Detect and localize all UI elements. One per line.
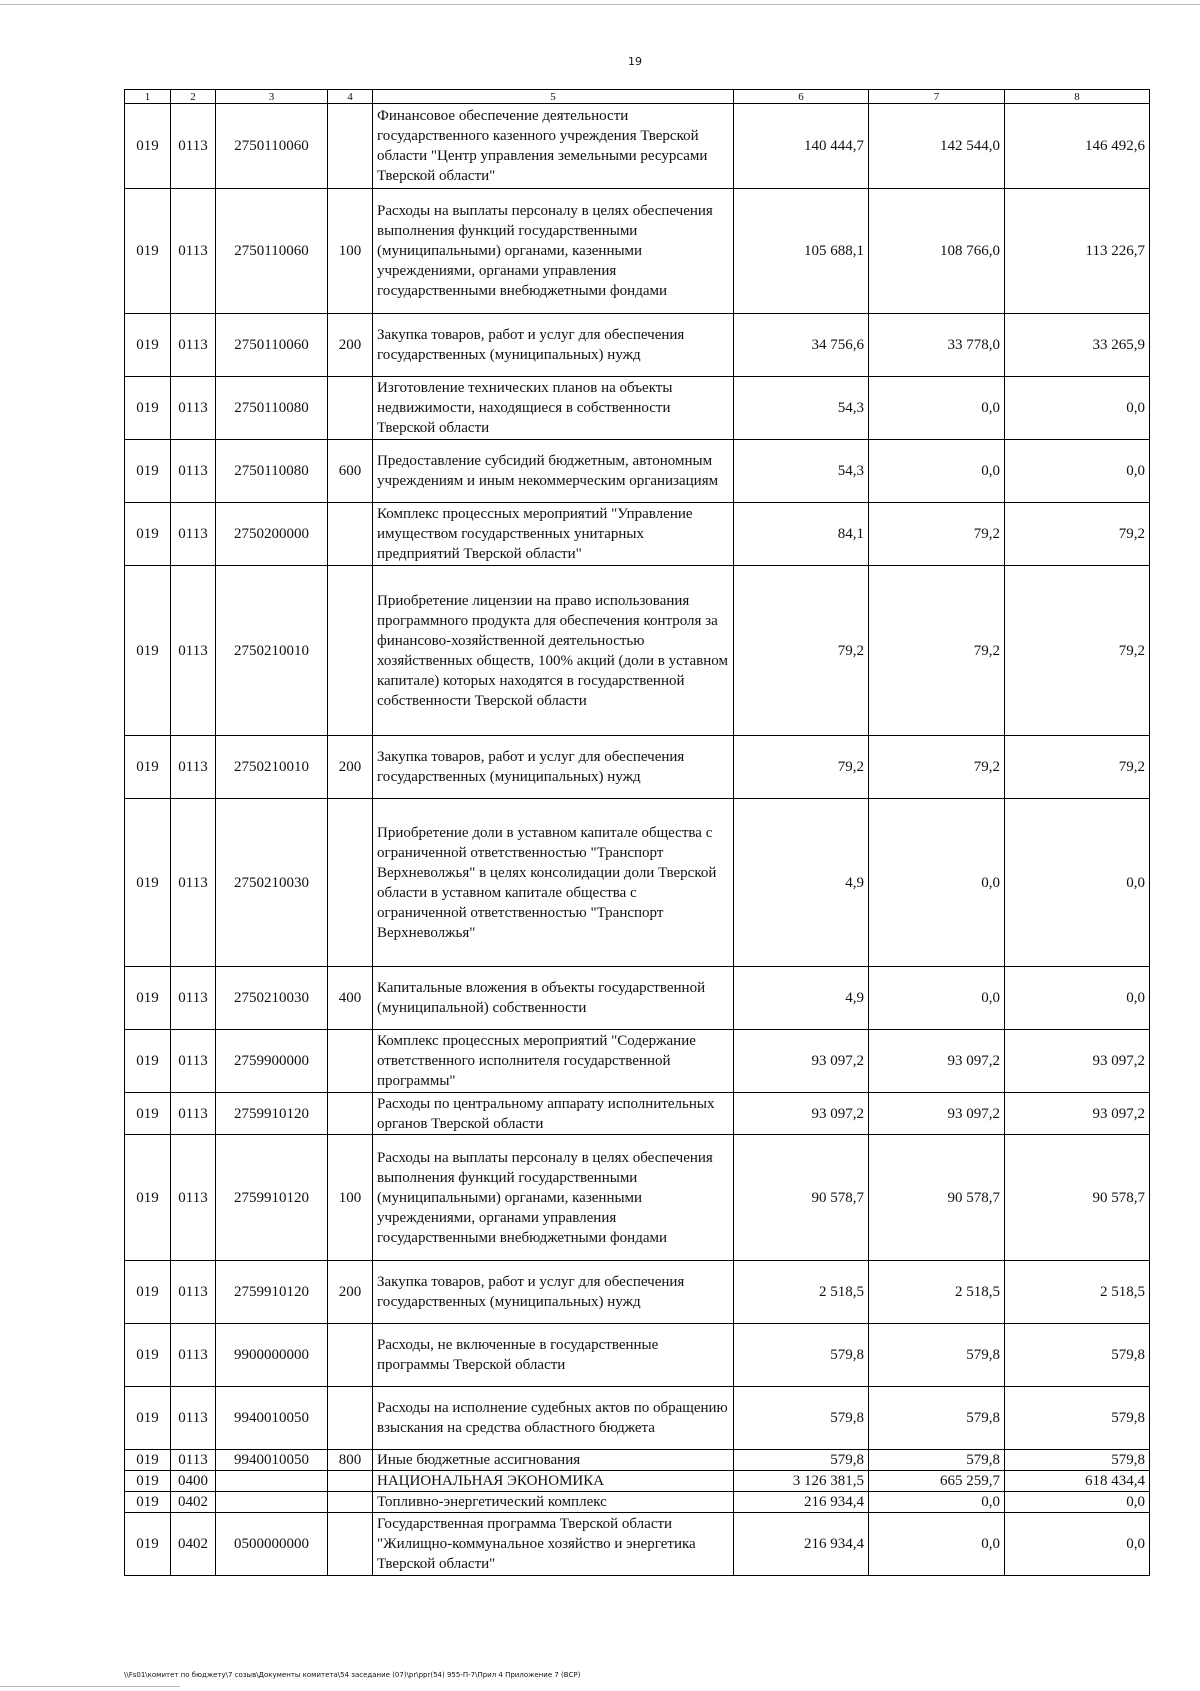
- cell-description: Расходы, не включенные в государственные программы Тверской области: [373, 1324, 734, 1387]
- cell-expense-type: [328, 1030, 373, 1093]
- cell-description: Государственная программа Тверской области "Жилищно-коммунальное хозяйство и энергетика Тверской области": [373, 1513, 734, 1576]
- cell-expense-type: 200: [328, 1261, 373, 1324]
- table-row: [125, 1093, 1150, 1135]
- cell-description: Предоставление субсидий бюджетным, автономным учреждениям и иным некоммерческим организациям: [373, 440, 734, 503]
- cell-amount-1: 84,1: [734, 503, 869, 566]
- header-col-4: 4: [328, 90, 373, 104]
- table-row: [125, 189, 1150, 314]
- cell-amount-3: 113 226,7: [1005, 189, 1150, 314]
- page-number: 19: [628, 55, 642, 68]
- cell-amount-3: 0,0: [1005, 440, 1150, 503]
- cell-section-code: 0113: [171, 1261, 216, 1324]
- cell-section-code: 0113: [171, 1030, 216, 1093]
- cell-description: Расходы на выплаты персоналу в целях обеспечения выполнения функций государственными (муниципальными) органами, казенными учреждениями, органами управления государственными внебюджетными фондами: [373, 1135, 734, 1261]
- cell-section-code: 0113: [171, 1324, 216, 1387]
- cell-amount-3: 79,2: [1005, 503, 1150, 566]
- cell-description: Топливно-энергетический комплекс: [373, 1492, 734, 1513]
- cell-amount-1: 579,8: [734, 1324, 869, 1387]
- cell-admin-code: 019: [125, 1492, 171, 1513]
- cell-description: Закупка товаров, работ и услуг для обеспечения государственных (муниципальных) нужд: [373, 1261, 734, 1324]
- cell-amount-1: 2 518,5: [734, 1261, 869, 1324]
- cell-target-article: 2750210030: [216, 967, 328, 1030]
- cell-amount-1: 3 126 381,5: [734, 1471, 869, 1492]
- cell-amount-3: 33 265,9: [1005, 314, 1150, 377]
- header-col-3: 3: [216, 90, 328, 104]
- cell-amount-3: 579,8: [1005, 1324, 1150, 1387]
- cell-amount-2: 665 259,7: [869, 1471, 1005, 1492]
- cell-amount-2: 79,2: [869, 566, 1005, 736]
- cell-section-code: 0113: [171, 1135, 216, 1261]
- cell-target-article: 9940010050: [216, 1387, 328, 1450]
- cell-section-code: 0113: [171, 503, 216, 566]
- cell-target-article: [216, 1492, 328, 1513]
- table-row: [125, 377, 1150, 440]
- cell-amount-3: 93 097,2: [1005, 1030, 1150, 1093]
- table-row: [125, 314, 1150, 377]
- cell-expense-type: [328, 503, 373, 566]
- cell-amount-1: 140 444,7: [734, 104, 869, 189]
- cell-amount-2: 0,0: [869, 440, 1005, 503]
- cell-target-article: 2750110060: [216, 104, 328, 189]
- table-row: [125, 1513, 1150, 1576]
- table-row: [125, 1471, 1150, 1492]
- cell-expense-type: [328, 377, 373, 440]
- cell-admin-code: 019: [125, 566, 171, 736]
- cell-amount-1: 579,8: [734, 1387, 869, 1450]
- cell-expense-type: [328, 1324, 373, 1387]
- cell-amount-2: 0,0: [869, 377, 1005, 440]
- cell-amount-3: 90 578,7: [1005, 1135, 1150, 1261]
- cell-section-code: 0402: [171, 1513, 216, 1576]
- header-col-2: 2: [171, 90, 216, 104]
- bottom-rule: [0, 1686, 180, 1687]
- table-row: [125, 1261, 1150, 1324]
- cell-amount-3: 579,8: [1005, 1450, 1150, 1471]
- cell-expense-type: 600: [328, 440, 373, 503]
- cell-expense-type: [328, 104, 373, 189]
- cell-section-code: 0113: [171, 967, 216, 1030]
- cell-amount-1: 216 934,4: [734, 1492, 869, 1513]
- cell-admin-code: 019: [125, 377, 171, 440]
- cell-amount-1: 579,8: [734, 1450, 869, 1471]
- cell-target-article: 0500000000: [216, 1513, 328, 1576]
- cell-amount-3: 0,0: [1005, 967, 1150, 1030]
- cell-target-article: 2750210030: [216, 799, 328, 967]
- cell-amount-1: 54,3: [734, 440, 869, 503]
- cell-section-code: 0113: [171, 104, 216, 189]
- cell-amount-3: 0,0: [1005, 799, 1150, 967]
- cell-target-article: 2750200000: [216, 503, 328, 566]
- cell-expense-type: [328, 1492, 373, 1513]
- cell-amount-3: 93 097,2: [1005, 1093, 1150, 1135]
- cell-amount-2: 579,8: [869, 1450, 1005, 1471]
- cell-amount-2: 579,8: [869, 1324, 1005, 1387]
- cell-amount-2: 79,2: [869, 736, 1005, 799]
- cell-section-code: 0113: [171, 440, 216, 503]
- cell-amount-1: 216 934,4: [734, 1513, 869, 1576]
- cell-admin-code: 019: [125, 1261, 171, 1324]
- header-col-8: 8: [1005, 90, 1150, 104]
- cell-admin-code: 019: [125, 1030, 171, 1093]
- cell-target-article: [216, 1471, 328, 1492]
- table-row: [125, 799, 1150, 967]
- cell-section-code: 0402: [171, 1492, 216, 1513]
- cell-expense-type: 400: [328, 967, 373, 1030]
- table-row: [125, 1135, 1150, 1261]
- cell-amount-1: 93 097,2: [734, 1093, 869, 1135]
- cell-amount-3: 146 492,6: [1005, 104, 1150, 189]
- cell-amount-1: 105 688,1: [734, 189, 869, 314]
- cell-amount-3: 79,2: [1005, 736, 1150, 799]
- cell-amount-1: 79,2: [734, 566, 869, 736]
- cell-admin-code: 019: [125, 967, 171, 1030]
- cell-amount-3: 79,2: [1005, 566, 1150, 736]
- table-row: [125, 1030, 1150, 1093]
- cell-expense-type: [328, 1471, 373, 1492]
- cell-amount-2: 0,0: [869, 967, 1005, 1030]
- cell-admin-code: 019: [125, 314, 171, 377]
- footer-file-path: \\Fs01\комитет по бюджету\7 созыв\Документы комитета\54 заседание (07)\pr\ppr(54) 955-П-7\Прил 4 Приложение 7 (ВСР): [124, 1671, 581, 1679]
- header-col-1: 1: [125, 90, 171, 104]
- cell-description: Комплекс процессных мероприятий "Содержание ответственного исполнителя государственной программы": [373, 1030, 734, 1093]
- top-rule: [0, 4, 1200, 5]
- cell-section-code: 0113: [171, 799, 216, 967]
- cell-description: Капитальные вложения в объекты государственной (муниципальной) собственности: [373, 967, 734, 1030]
- cell-section-code: 0400: [171, 1471, 216, 1492]
- cell-admin-code: 019: [125, 503, 171, 566]
- cell-section-code: 0113: [171, 736, 216, 799]
- cell-description: Расходы на выплаты персоналу в целях обеспечения выполнения функций государственными (муниципальными) органами, казенными учреждениями, органами управления государственными внебюджетными фондами: [373, 189, 734, 314]
- header-col-6: 6: [734, 90, 869, 104]
- cell-description: Расходы на исполнение судебных актов по обращению взыскания на средства областного бюджета: [373, 1387, 734, 1450]
- cell-target-article: 2750210010: [216, 736, 328, 799]
- cell-admin-code: 019: [125, 1135, 171, 1261]
- table-row: [125, 1450, 1150, 1471]
- cell-amount-2: 33 778,0: [869, 314, 1005, 377]
- budget-table: [124, 89, 1150, 1576]
- cell-amount-2: 579,8: [869, 1387, 1005, 1450]
- cell-section-code: 0113: [171, 189, 216, 314]
- cell-amount-2: 93 097,2: [869, 1030, 1005, 1093]
- cell-amount-2: 108 766,0: [869, 189, 1005, 314]
- cell-target-article: 9940010050: [216, 1450, 328, 1471]
- cell-amount-1: 90 578,7: [734, 1135, 869, 1261]
- cell-expense-type: 200: [328, 736, 373, 799]
- table-row: [125, 736, 1150, 799]
- cell-admin-code: 019: [125, 1450, 171, 1471]
- table-row: [125, 1387, 1150, 1450]
- cell-expense-type: [328, 1513, 373, 1576]
- cell-target-article: 2750110060: [216, 314, 328, 377]
- cell-expense-type: [328, 566, 373, 736]
- cell-admin-code: 019: [125, 189, 171, 314]
- cell-amount-2: 142 544,0: [869, 104, 1005, 189]
- cell-amount-3: 579,8: [1005, 1387, 1150, 1450]
- cell-admin-code: 019: [125, 799, 171, 967]
- cell-target-article: 2759910120: [216, 1135, 328, 1261]
- cell-amount-2: 90 578,7: [869, 1135, 1005, 1261]
- header-col-5: 5: [373, 90, 734, 104]
- cell-amount-1: 4,9: [734, 799, 869, 967]
- cell-amount-3: 0,0: [1005, 377, 1150, 440]
- cell-target-article: 2759910120: [216, 1261, 328, 1324]
- cell-expense-type: 100: [328, 1135, 373, 1261]
- header-row: [125, 90, 1150, 104]
- cell-description: Закупка товаров, работ и услуг для обеспечения государственных (муниципальных) нужд: [373, 314, 734, 377]
- cell-amount-2: 79,2: [869, 503, 1005, 566]
- cell-section-code: 0113: [171, 1387, 216, 1450]
- cell-expense-type: 100: [328, 189, 373, 314]
- cell-admin-code: 019: [125, 1513, 171, 1576]
- cell-admin-code: 019: [125, 736, 171, 799]
- cell-amount-1: 93 097,2: [734, 1030, 869, 1093]
- header-col-7: 7: [869, 90, 1005, 104]
- table-row: [125, 1492, 1150, 1513]
- cell-amount-2: 0,0: [869, 1513, 1005, 1576]
- cell-description: Финансовое обеспечение деятельности государственного казенного учреждения Тверской области "Центр управления земельными ресурсами Тверской области": [373, 104, 734, 189]
- cell-description: Комплекс процессных мероприятий "Управление имуществом государственных унитарных предприятий Тверской области": [373, 503, 734, 566]
- table-row: [125, 967, 1150, 1030]
- cell-section-code: 0113: [171, 314, 216, 377]
- cell-target-article: 2759910120: [216, 1093, 328, 1135]
- cell-amount-1: 4,9: [734, 967, 869, 1030]
- cell-amount-2: 93 097,2: [869, 1093, 1005, 1135]
- cell-description: Изготовление технических планов на объекты недвижимости, находящиеся в собственности Тверской области: [373, 377, 734, 440]
- table-row: [125, 104, 1150, 189]
- cell-target-article: 9900000000: [216, 1324, 328, 1387]
- cell-description: Закупка товаров, работ и услуг для обеспечения государственных (муниципальных) нужд: [373, 736, 734, 799]
- cell-amount-2: 0,0: [869, 799, 1005, 967]
- cell-admin-code: 019: [125, 1387, 171, 1450]
- cell-description: НАЦИОНАЛЬНАЯ ЭКОНОМИКА: [373, 1471, 734, 1492]
- cell-description: Приобретение лицензии на право использования программного продукта для обеспечения контроля за финансово-хозяйственной деятельностью хозяйственных обществ, 100% акций (доли в уставном капитале) которых находятся в государственной собственности Тверской области: [373, 566, 734, 736]
- cell-amount-2: 0,0: [869, 1492, 1005, 1513]
- table-row: [125, 1324, 1150, 1387]
- cell-target-article: 2750110060: [216, 189, 328, 314]
- cell-amount-3: 0,0: [1005, 1513, 1150, 1576]
- cell-description: Иные бюджетные ассигнования: [373, 1450, 734, 1471]
- cell-description: Приобретение доли в уставном капитале общества с ограниченной ответственностью "Транспорт Верхневолжья" в целях консолидации доли Тверской области в уставном капитале общества с ограниченной ответственностью "Транспорт Верхневолжья": [373, 799, 734, 967]
- table-row: [125, 440, 1150, 503]
- cell-target-article: 2750110080: [216, 440, 328, 503]
- cell-target-article: 2750110080: [216, 377, 328, 440]
- cell-section-code: 0113: [171, 377, 216, 440]
- cell-section-code: 0113: [171, 566, 216, 736]
- cell-amount-3: 0,0: [1005, 1492, 1150, 1513]
- cell-amount-1: 54,3: [734, 377, 869, 440]
- table-row: [125, 503, 1150, 566]
- cell-admin-code: 019: [125, 104, 171, 189]
- cell-admin-code: 019: [125, 1324, 171, 1387]
- cell-expense-type: [328, 1093, 373, 1135]
- cell-target-article: 2759900000: [216, 1030, 328, 1093]
- cell-admin-code: 019: [125, 1471, 171, 1492]
- cell-description: Расходы по центральному аппарату исполнительных органов Тверской области: [373, 1093, 734, 1135]
- cell-expense-type: 800: [328, 1450, 373, 1471]
- cell-section-code: 0113: [171, 1450, 216, 1471]
- cell-expense-type: [328, 1387, 373, 1450]
- cell-expense-type: [328, 799, 373, 967]
- cell-amount-1: 79,2: [734, 736, 869, 799]
- cell-amount-1: 34 756,6: [734, 314, 869, 377]
- cell-amount-2: 2 518,5: [869, 1261, 1005, 1324]
- cell-admin-code: 019: [125, 1093, 171, 1135]
- cell-amount-3: 618 434,4: [1005, 1471, 1150, 1492]
- cell-admin-code: 019: [125, 440, 171, 503]
- cell-section-code: 0113: [171, 1093, 216, 1135]
- cell-amount-3: 2 518,5: [1005, 1261, 1150, 1324]
- table-row: [125, 566, 1150, 736]
- cell-target-article: 2750210010: [216, 566, 328, 736]
- cell-expense-type: 200: [328, 314, 373, 377]
